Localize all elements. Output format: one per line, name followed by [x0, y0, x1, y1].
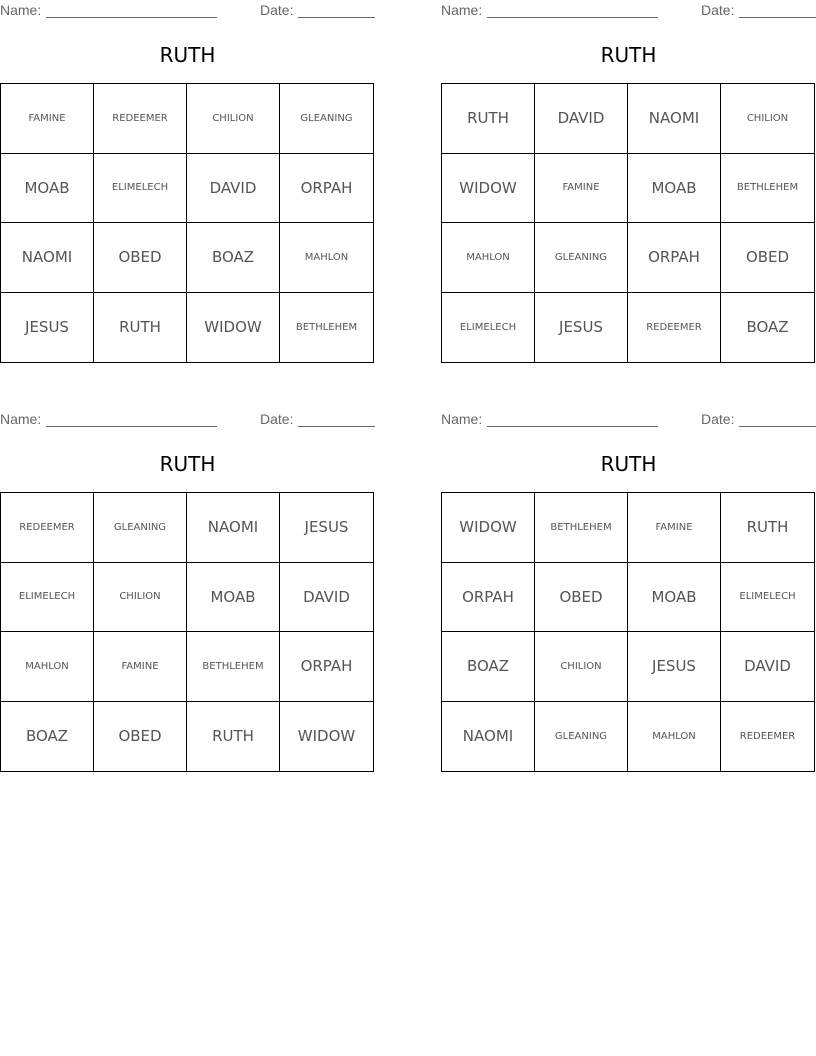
- bingo-cell[interactable]: JESUS: [535, 293, 628, 363]
- card-header: [0, 409, 376, 429]
- bingo-cell[interactable]: MAHLON: [1, 632, 94, 702]
- date-field[interactable]: [739, 17, 816, 18]
- bingo-cell[interactable]: DAVID: [721, 632, 814, 702]
- bingo-cell[interactable]: BOAZ: [1, 702, 94, 772]
- bingo-cell[interactable]: ORPAH: [628, 223, 721, 293]
- bingo-cell[interactable]: MAHLON: [442, 223, 535, 293]
- name-label: Name:: [0, 2, 42, 18]
- bingo-card: [441, 409, 816, 774]
- bingo-grid: [441, 83, 815, 363]
- bingo-cell[interactable]: BETHLEHEM: [721, 154, 814, 224]
- bingo-cell[interactable]: GLEANING: [535, 223, 628, 293]
- bingo-cell[interactable]: REDEEMER: [739, 730, 796, 742]
- bingo-cell[interactable]: CHILION: [721, 84, 814, 154]
- date-field[interactable]: [298, 426, 375, 427]
- bingo-cell[interactable]: NAOMI: [187, 493, 280, 563]
- bingo-cell[interactable]: NAOMI: [628, 84, 721, 154]
- bingo-cell[interactable]: FAMINE: [94, 632, 187, 702]
- bingo-cell[interactable]: NAOMI: [1, 223, 94, 293]
- bingo-cell[interactable]: ORPAH: [280, 632, 373, 702]
- bingo-cell[interactable]: OBED: [535, 563, 628, 633]
- bingo-cell[interactable]: FAMINE: [535, 154, 628, 224]
- bingo-cell[interactable]: RUTH: [442, 84, 535, 154]
- bingo-cell[interactable]: BOAZ: [746, 318, 789, 337]
- bingo-cell[interactable]: DAVID: [535, 84, 628, 154]
- name-label: Name:: [441, 2, 483, 18]
- bingo-cell[interactable]: BETHLEHEM: [187, 632, 280, 702]
- bingo-cell[interactable]: WIDOW: [442, 493, 535, 563]
- bingo-cell[interactable]: GLEANING: [280, 84, 373, 154]
- bingo-card: [0, 409, 376, 774]
- date-field[interactable]: [739, 426, 816, 427]
- bingo-cell[interactable]: WIDOW: [442, 154, 535, 224]
- bingo-cell[interactable]: BETHLEHEM: [295, 321, 358, 333]
- bingo-cell[interactable]: CHILION: [94, 563, 187, 633]
- bingo-cell[interactable]: MOAB: [1, 154, 94, 224]
- bingo-cell[interactable]: ORPAH: [280, 154, 373, 224]
- name-label: Name:: [0, 411, 42, 427]
- card-title: RUTH: [600, 452, 657, 476]
- card-title: RUTH: [159, 452, 216, 476]
- bingo-cell[interactable]: REDEEMER: [628, 293, 721, 363]
- bingo-cell[interactable]: RUTH: [94, 293, 187, 363]
- card-header: [441, 409, 816, 429]
- bingo-cell[interactable]: OBED: [94, 702, 187, 772]
- bingo-cell[interactable]: JESUS: [280, 493, 373, 563]
- name-field[interactable]: [487, 426, 658, 427]
- name-field[interactable]: [487, 17, 658, 18]
- bingo-cell[interactable]: DAVID: [187, 154, 280, 224]
- bingo-cell[interactable]: RUTH: [721, 493, 814, 563]
- bingo-cell[interactable]: DAVID: [280, 563, 373, 633]
- bingo-cell[interactable]: BOAZ: [187, 223, 280, 293]
- bingo-grid: [0, 83, 374, 363]
- bingo-cell[interactable]: JESUS: [1, 293, 94, 363]
- bingo-cell[interactable]: ELIMELECH: [1, 563, 94, 633]
- bingo-cell[interactable]: GLEANING: [535, 702, 628, 772]
- bingo-cell[interactable]: JESUS: [628, 632, 721, 702]
- bingo-grid: [0, 492, 374, 772]
- card-title: RUTH: [159, 43, 216, 67]
- bingo-card: [0, 0, 376, 365]
- bingo-cell[interactable]: GLEANING: [94, 493, 187, 563]
- bingo-cell[interactable]: FAMINE: [628, 493, 721, 563]
- name-label: Name:: [441, 411, 483, 427]
- name-field[interactable]: [46, 426, 217, 427]
- bingo-cell[interactable]: CHILION: [187, 84, 280, 154]
- bingo-cell[interactable]: BOAZ: [442, 632, 535, 702]
- bingo-grid: [441, 492, 815, 772]
- date-label: Date:: [260, 411, 294, 427]
- bingo-cell[interactable]: MOAB: [187, 563, 280, 633]
- bingo-cell[interactable]: MOAB: [628, 563, 721, 633]
- bingo-cell[interactable]: OBED: [721, 223, 814, 293]
- bingo-cell[interactable]: MAHLON: [628, 702, 721, 772]
- bingo-cell[interactable]: MOAB: [628, 154, 721, 224]
- bingo-cell[interactable]: BETHLEHEM: [535, 493, 628, 563]
- bingo-cell[interactable]: MAHLON: [280, 223, 373, 293]
- bingo-cell[interactable]: OBED: [94, 223, 187, 293]
- bingo-cell[interactable]: ORPAH: [442, 563, 535, 633]
- bingo-cell[interactable]: CHILION: [535, 632, 628, 702]
- bingo-cell[interactable]: ELIMELECH: [721, 563, 814, 633]
- date-label: Date:: [701, 2, 735, 18]
- bingo-cell[interactable]: ELIMELECH: [94, 154, 187, 224]
- name-field[interactable]: [46, 17, 217, 18]
- card-header: [441, 0, 816, 20]
- card-header: [0, 0, 376, 20]
- bingo-cell[interactable]: NAOMI: [442, 702, 535, 772]
- bingo-cell[interactable]: WIDOW: [297, 727, 356, 746]
- bingo-cell[interactable]: REDEEMER: [94, 84, 187, 154]
- bingo-cell[interactable]: ELIMELECH: [442, 293, 535, 363]
- date-label: Date:: [701, 411, 735, 427]
- bingo-cell[interactable]: RUTH: [187, 702, 280, 772]
- bingo-cell[interactable]: WIDOW: [187, 293, 280, 363]
- bingo-cell[interactable]: FAMINE: [1, 84, 94, 154]
- card-title: RUTH: [600, 43, 657, 67]
- bingo-cell[interactable]: REDEEMER: [1, 493, 94, 563]
- date-label: Date:: [260, 2, 294, 18]
- date-field[interactable]: [298, 17, 375, 18]
- bingo-card: [441, 0, 816, 365]
